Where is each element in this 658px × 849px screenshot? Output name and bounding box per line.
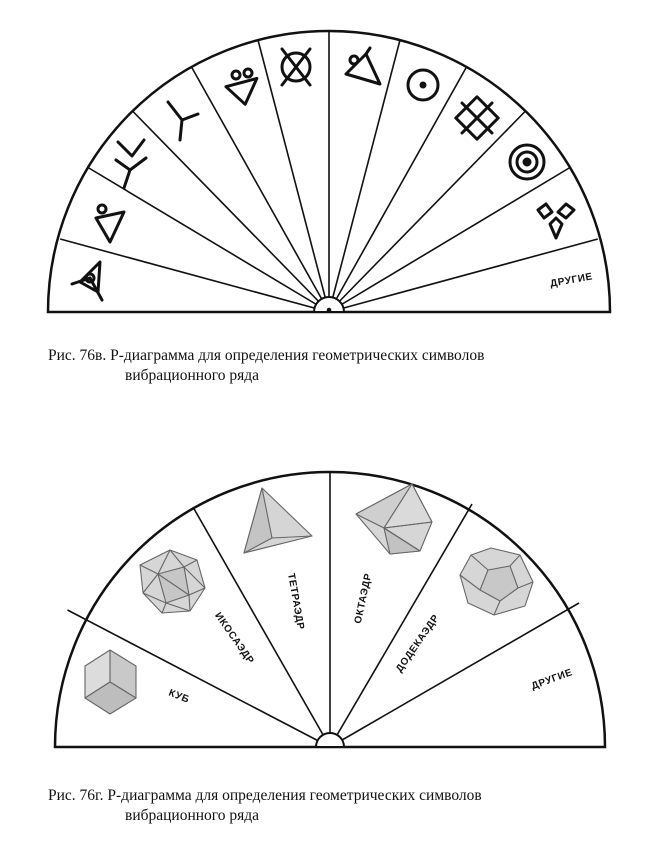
- label-octahedron: ОКТАЭДР: [352, 572, 375, 625]
- label-cube: КУБ: [166, 687, 191, 706]
- label-dodecahedron: ДОДЕКАЭДР: [394, 612, 442, 675]
- triangle-head-icon: [346, 48, 380, 84]
- label-icosahedron: ИКОСАЭДР: [212, 610, 256, 667]
- triangle-circle-arrow-icon: [72, 262, 102, 300]
- double-chevron-icon: [116, 140, 146, 188]
- circle-dot-icon: [408, 70, 438, 100]
- tetrahedron-icon: [244, 488, 312, 553]
- three-diamonds-icon: [538, 204, 574, 238]
- crossed-square-icon: [456, 97, 498, 139]
- circle-cross-icon: [282, 49, 310, 85]
- triangle-circle-head-icon: [96, 205, 124, 242]
- concentric-circles-icon: [510, 145, 544, 179]
- label-tetrahedron: ТЕТРАЭДР: [285, 572, 306, 631]
- caption-76g-line2: вибрационного ряда: [125, 807, 260, 824]
- caption-76g-line1: Рис. 76г. Р-диаграмма для определения геометрических символов: [48, 787, 482, 804]
- cube-icon: [85, 650, 136, 714]
- top-hub-center: [328, 309, 331, 312]
- top-sector-lines: [60, 31, 598, 312]
- dodecahedron-icon: [460, 548, 533, 615]
- label-other: ДРУГИЕ: [530, 667, 575, 693]
- triangle-two-circles-icon: [226, 69, 263, 108]
- caption-76v-line2: вибрационного ряда: [125, 367, 260, 384]
- bottom-p-diagram: [55, 472, 605, 747]
- y-branch-icon: [168, 102, 198, 140]
- octahedron-icon: [356, 484, 432, 554]
- top-label-other: ДРУГИЕ: [549, 271, 594, 290]
- caption-76v-line1: Рис. 76в. Р-диаграмма для определения геометрических символов: [48, 347, 485, 364]
- icosahedron-icon: [140, 550, 205, 613]
- bottom-hub: [316, 733, 344, 747]
